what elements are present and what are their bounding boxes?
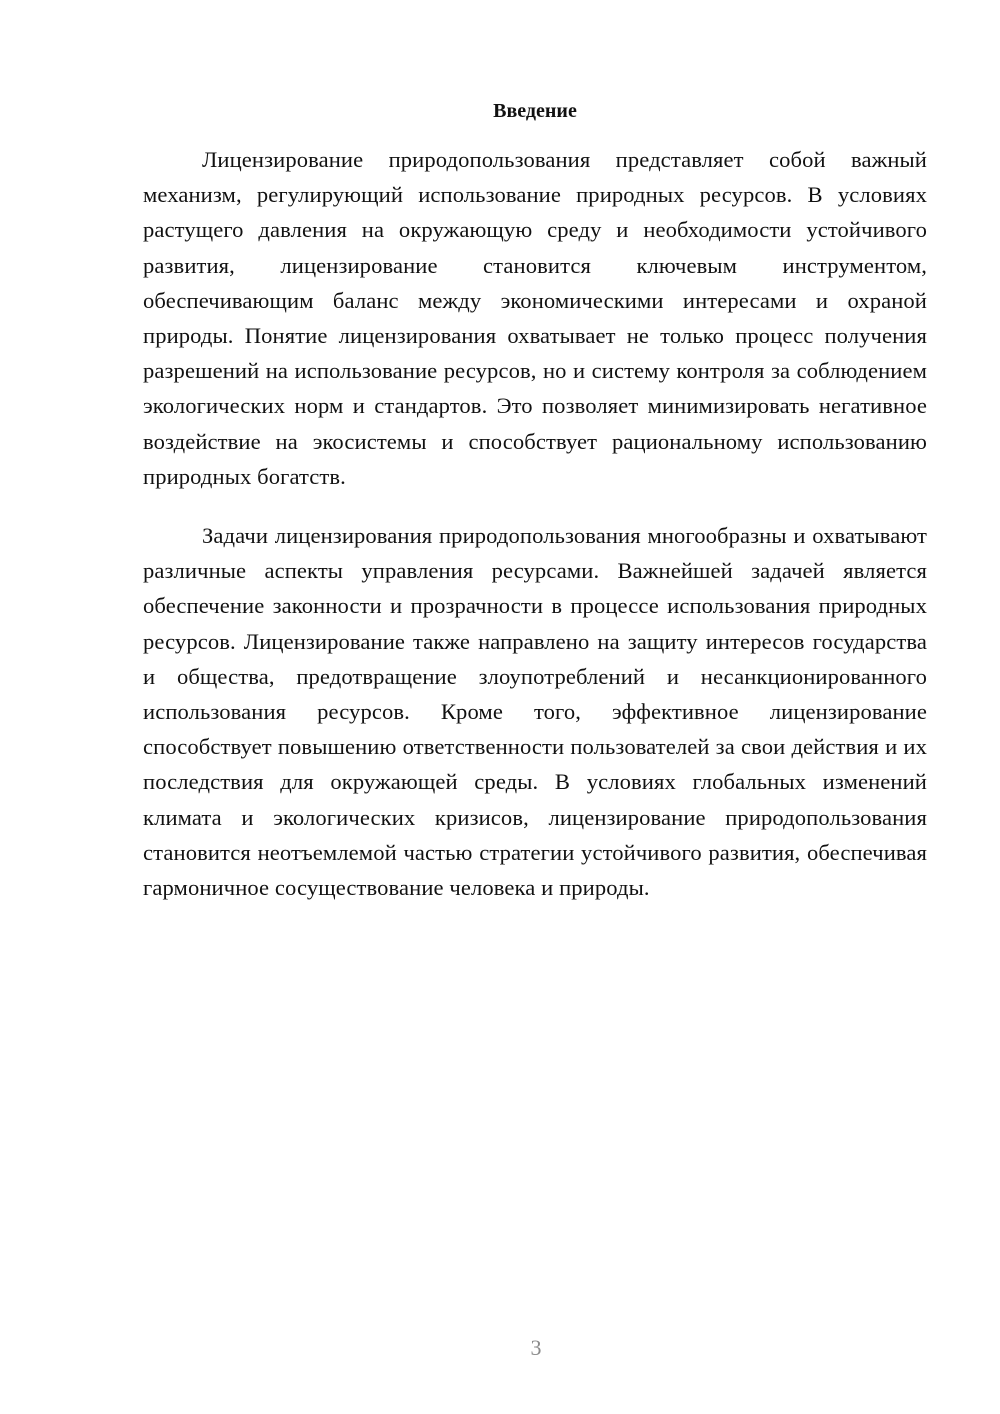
paragraph-2: Задачи лицензирования природопользования многообразны и охватывают различные аспекты управления ресурсами. Важнейшей задачей является обеспечение законности и прозрачности в процессе использования природных ресурсов. Лицензирование также направлено на защиту интересов государства и общества, предотвращение злоупотреблений и несанкционированного использования ресурсов. Кроме того, эффективное лицензирование способствует повышению ответственности пользователей за свои действия и их последствия для окружающей среды. В условиях глобальных изменений климата и экологических кризисов, лицензирование природопользования становится неотъемлемой частью стратегии устойчивого развития, обеспечивая гармоничное сосуществование человека и природы. <box>143 523 927 901</box>
paragraph-block <box>143 142 927 494</box>
paragraph-1: Лицензирование природопользования представляет собой важный механизм, регулирующий использование природных ресурсов. В условиях растущего давления на окружающую среду и необходимости устойчивого развития, лицензирование становится ключевым инструментом, обеспечивающим баланс между экономическими интересами и охраной природы. Понятие лицензирования охватывает не только процесс получения разрешений на использование ресурсов, но и систему контроля за соблюдением экологических норм и стандартов. Это позволяет минимизировать негативное воздействие на экосистемы и способствует рациональному использованию природных богатств. <box>143 147 927 489</box>
page-number: 3 <box>530 1335 542 1360</box>
paragraph-block <box>143 518 927 905</box>
section-heading: Введение <box>493 100 577 122</box>
